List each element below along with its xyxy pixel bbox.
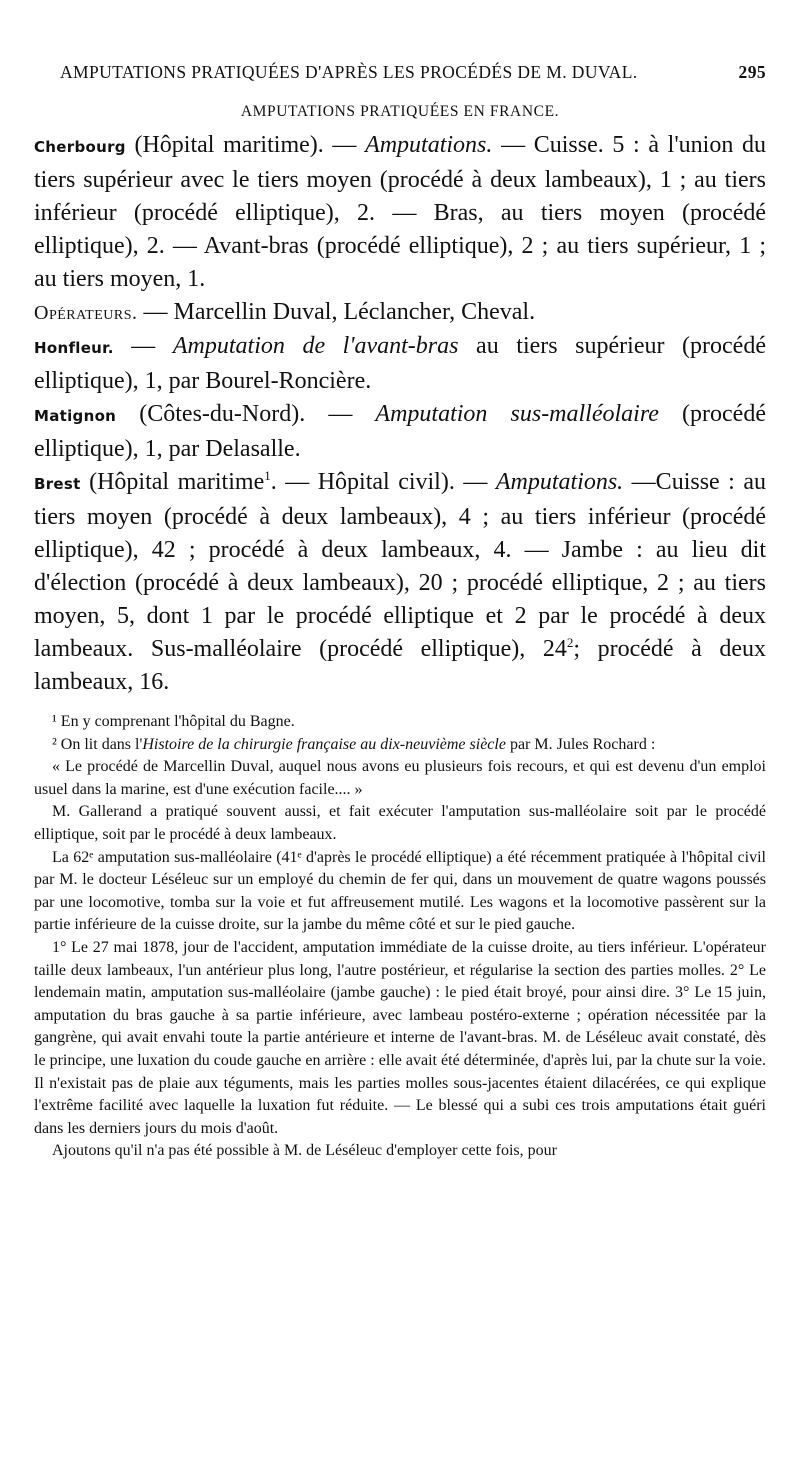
brest-italic: Amputations. — [495, 469, 624, 495]
running-header — [60, 62, 766, 83]
paragraph-operateurs — [34, 296, 766, 330]
brest-text-2: . — Hôpital civil). — — [270, 469, 496, 495]
footnote-2-italic: Histoire de la chirurgie française au dix-neuvième siècle — [142, 735, 506, 753]
place-cherbourg: Cherbourg — [34, 138, 126, 156]
place-brest: Brest — [34, 475, 81, 493]
footnotes — [34, 711, 766, 1163]
matignon-text-2: (procédé elliptique), 1, par Delasalle. — [34, 401, 766, 462]
operateurs-text: — Marcellin Duval, Léclancher, Cheval. — [137, 299, 536, 325]
footnote-gallerand: M. Gallerand a pratiqué souvent aussi, et fait exécuter l'amputation sus-malléolaire soit par le procédé elliptique, soit par le procédé à deux lambeaux. — [34, 803, 766, 843]
footnote-27-mai: 1° Le 27 mai 1878, jour de l'accident, amputation immédiate de la cuisse droite, au tiers inférieur. L'opérateur taille deux lambeaux, l'un antérieur plus long, l'autre postérieur, et régularise la section des parties molles. 2° Le lendemain matin, amputation sus-malléolaire (jambe gauche) : le pied était broyé, pour ainsi dire. 3° Le 15 juin, amputation du bras gauche à sa partie inférieure, avec lambeau postéro-externe ; opération nécessitée par la gangrène, qui avait envahi toute la partie antérieure et interne de l'avant-bras. M. de Léséleuc avait constaté, dès le principe, une luxation du coude gauche en arrière : elle avait été déterminée, d'après lui, par la chute sur la voie. Il n'existait pas de plaie aux téguments, mais les parties molles sous-jacentes étaient dilacérées, ce qui explique l'extrême facilité avec laquelle la luxation fut réduite. — Le blessé qui a subi ces trois amputations était guéri dans les derniers jours du mois d'août. — [34, 938, 766, 1137]
main-text — [34, 129, 766, 699]
operateurs-label: Opérateurs. — [34, 302, 138, 324]
page-number: 295 — [738, 62, 766, 82]
footnote-1: ¹ En y comprenant l'hôpital du Bagne. — [52, 713, 295, 730]
cherbourg-text-1: (Hôpital maritime). — — [125, 132, 366, 158]
matignon-text-1: (Côtes-du-Nord). — — [116, 401, 376, 427]
footnote-quote: « Le procédé de Marcellin Duval, auquel nous avons eu plusieurs fois recours, et qui est devenu d'un emploi usuel dans la marine, est d'une exécution facile.... » — [34, 758, 766, 798]
brest-text-3: —Cuisse : au tiers moyen (procédé à deux lambeaux), 4 ; au tiers inférieur (procédé elliptique), 42 ; procédé à deux lambeaux, 4. — Jambe : au lieu dit d'élection (procédé à deux lambeaux), 20 ; procédé elliptique, 2 ; au tiers moyen, 5, dont 1 par le procédé elliptique et 2 par le procédé à deux lambeaux. Sus-malléolaire (procédé elliptique), 24 — [34, 469, 767, 662]
footnote-ref-2: 2 — [566, 635, 574, 650]
honfleur-text-2: au tiers supérieur (procédé elliptique), 1, par Bourel-Roncière. — [34, 333, 766, 394]
cherbourg-text-2: — Cuisse. 5 : à l'union du tiers supérieur avec le tiers moyen (procédé à deux lambeaux), 1 ; au tiers inférieur (procédé elliptique), 2. — Bras, au tiers moyen (procédé elliptique), 2. — Avant-bras (procédé elliptique), 2 ; au tiers supérieur, 1 ; au tiers moyen, 1. — [34, 132, 766, 292]
place-matignon: Matignon — [34, 407, 117, 425]
honfleur-text-1: — — [113, 333, 173, 359]
footnote-2-text-b: par M. Jules Rochard : — [505, 735, 656, 753]
footnote-62: La 62ᵉ amputation sus-malléolaire (41ᵉ d'après le procédé elliptique) a été récemment pratiquée à l'hôpital civil par M. le docteur Léséleuc sur un employé du chemin de fer qui, dans un mouvement de quatre wagons poussés par une locomotive, tomba sur la voie et fut affreusement mutilé. Les wagons et la locomotive passèrent sur la partie inférieure de la cuisse droite, sur la jambe du même côté et sur le pied gauche. — [34, 848, 766, 934]
cherbourg-italic: Amputations. — [365, 132, 493, 158]
paragraph-honfleur — [34, 330, 766, 398]
matignon-italic: Amputation sus-malléolaire — [375, 401, 659, 427]
paragraph-matignon — [34, 398, 766, 466]
running-title: AMPUTATIONS PRATIQUÉES D'APRÈS LES PROCÉDÉS DE M. DUVAL. — [60, 62, 638, 82]
honfleur-italic: Amputation de l'avant-bras — [172, 333, 459, 359]
footnote-2-text-a: ² On lit dans l' — [52, 735, 143, 753]
footnote-ajoutons: Ajoutons qu'il n'a pas été possible à M. de Léséleuc d'employer cette fois, pour — [52, 1142, 557, 1160]
brest-text-1: (Hôpital maritime — [80, 469, 265, 495]
footnote-2 — [34, 734, 766, 757]
brest-text-4: ; procédé à deux lambeaux, 16. — [34, 636, 766, 695]
place-honfleur: Honfleur. — [34, 339, 114, 357]
paragraph-cherbourg — [34, 129, 766, 296]
paragraph-brest — [34, 466, 766, 699]
footnote-ref-1: 1 — [264, 468, 271, 483]
section-title: AMPUTATIONS PRATIQUÉES EN FRANCE. — [240, 103, 560, 120]
